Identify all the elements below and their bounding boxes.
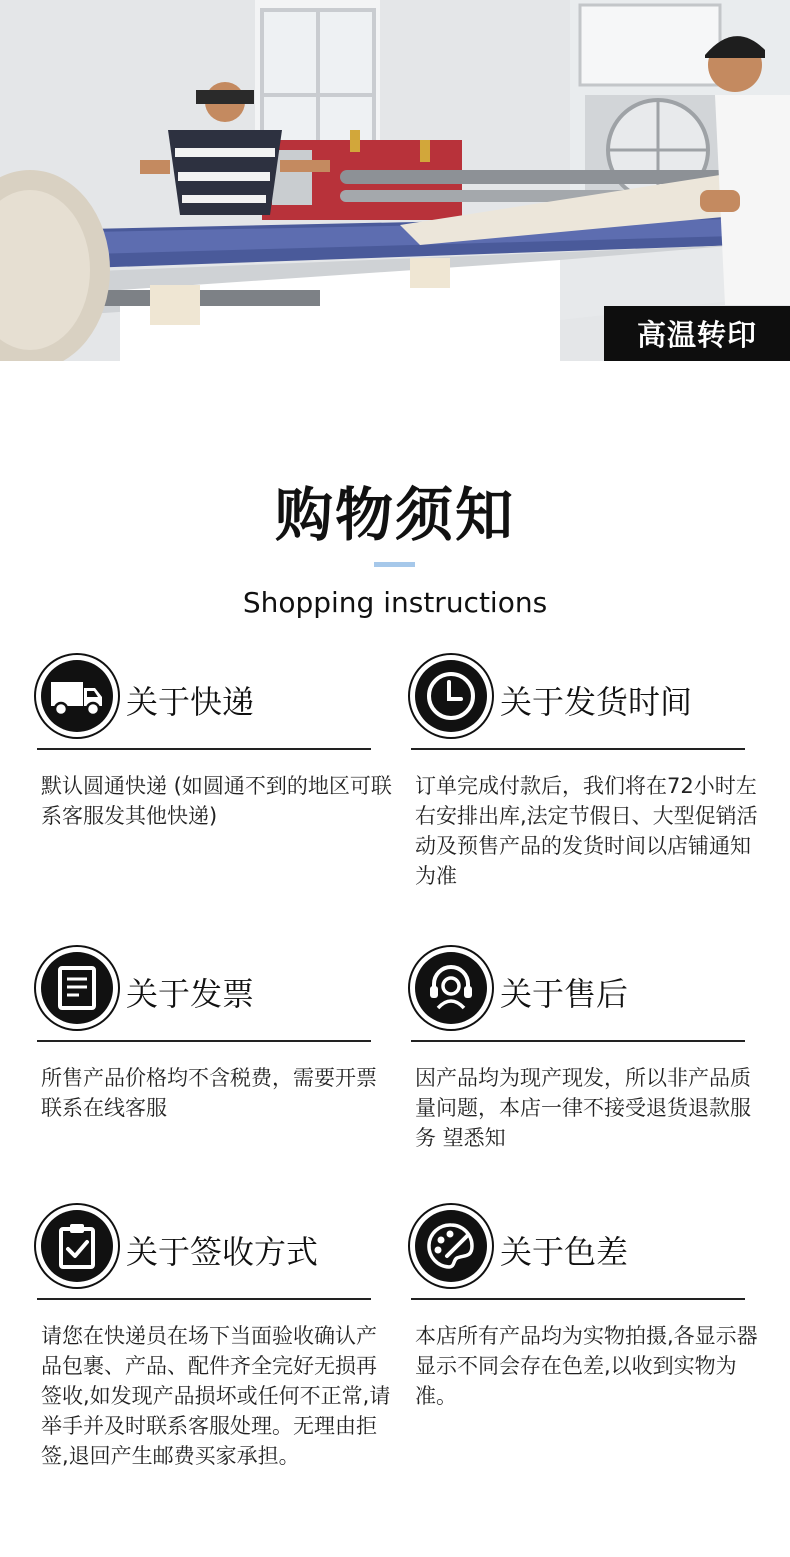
card-heading: 关于售后 bbox=[500, 975, 629, 1013]
card-heading: 关于快递 bbox=[126, 683, 255, 721]
card-body: 因产品均为现产现发，所以非产品质量问题，本店一律不接受退货退款服务 望悉知 bbox=[415, 1066, 751, 1150]
title-divider bbox=[374, 562, 415, 567]
card-body: 请您在快递员在场下当面验收确认产品包裹、产品、配件齐全完好无损再签收,如发现产品损坏或任何不正常,请举手并及时联系客服处理。无理由拒签,退回产生邮费买家承担。 bbox=[41, 1324, 391, 1468]
card-divider bbox=[411, 1040, 745, 1042]
section-title: 购物须知 bbox=[274, 481, 515, 549]
headset-support-icon bbox=[408, 945, 494, 1031]
card-divider bbox=[37, 1040, 371, 1042]
card-divider bbox=[37, 1298, 371, 1300]
card-body: 本店所有产品均为实物拍摄,各显示器显示不同会存在色差,以收到实物为准。 bbox=[415, 1324, 758, 1408]
card-heading: 关于发货时间 bbox=[500, 683, 693, 721]
section-subtitle: Shopping instructions bbox=[242, 586, 548, 619]
card-heading: 关于签收方式 bbox=[126, 1233, 319, 1271]
card-divider bbox=[37, 748, 371, 750]
clipboard-check-icon bbox=[34, 1203, 120, 1289]
card-divider bbox=[411, 1298, 745, 1300]
card-body: 所售产品价格均不含税费，需要开票联系在线客服 bbox=[41, 1066, 377, 1120]
clock-icon bbox=[408, 653, 494, 739]
card-body: 订单完成付款后，我们将在72小时左右安排出库,法定节假日、大型促销活动及预售产品的发货时间以店铺通知为准 bbox=[415, 774, 758, 888]
invoice-document-icon bbox=[34, 945, 120, 1031]
card-divider bbox=[411, 748, 745, 750]
delivery-truck-icon bbox=[34, 653, 120, 739]
hero-caption: 高温转印 bbox=[604, 306, 790, 361]
card-heading: 关于色差 bbox=[500, 1233, 629, 1271]
hero-photo bbox=[0, 0, 790, 361]
color-palette-icon bbox=[408, 1203, 494, 1289]
card-heading: 关于发票 bbox=[126, 975, 255, 1013]
card-body: 默认圆通快递 (如圆通不到的地区可联系客服发其他快递) bbox=[41, 774, 392, 828]
